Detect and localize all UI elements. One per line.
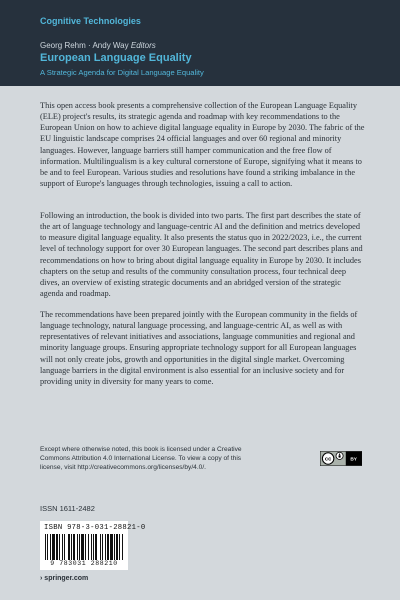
publisher-url: springer.com: [44, 575, 89, 582]
cover-header: [0, 0, 400, 86]
license-notice: Except where otherwise noted, this book is licensed under a Creative Commons Attribution 4.0 International License. To view a copy of this license, visit http://creativecommons.org/licenses/by/4.0/.: [40, 446, 242, 471]
isbn-barcode: [40, 521, 146, 570]
series-name: Cognitive Technologies: [40, 16, 141, 26]
isbn-text: ISBN 978-3-031-28821-0: [44, 524, 146, 532]
cc-by-license-icon: [320, 448, 362, 469]
issn: ISSN 1611-2482: [40, 504, 95, 513]
chevron-right-icon: ›: [40, 575, 43, 582]
editors-role: Editors: [130, 41, 156, 50]
blurb-paragraph-1: This open access book presents a comprehensive collection of the European Language Equality (ELE) project's results, its strategic agenda and roadmap with key recommendations to the European Union on how to achieve digital language equality in Europe by 2030. The fabric of the EU linguistic landscape comprises 24 official languages and over 60 regional and minority languages. However, language barriers still hamper communication and the free flow of information. Multilingualism is a key cultural cornerstone of Europe, signifying what it means to be and to feel European. Various studies and resolutions have found a striking imbalance in the support of Europe's languages through technologies, issuing a call to action.: [40, 101, 365, 189]
editor-names: Georg Rehm · Andy Way: [40, 41, 131, 50]
cc-badge-left-text: cc: [324, 456, 332, 463]
book-subtitle: A Strategic Agenda for Digital Language Equality: [40, 68, 204, 77]
blurb-paragraph-2: Following an introduction, the book is divided into two parts. The first part describes the state of the art of language technology and language-centric AI and the definition and metrics developed to measure digital language equality. It also presents the status quo in 2022/2023, i.e., the current level of technology support for over 30 European languages. The second part describes plans and recommendations on how to bring about digital language equality in Europe by 2030. It includes chapters on the setup and results of the community consultation process, four technical deep dives, an overview of existing strategic documents and an abridged version of the strategic agenda and roadmap.: [40, 211, 363, 299]
cc-badge-right-text: BY: [350, 457, 357, 463]
editors-line: [40, 41, 156, 50]
barcode-digits: 9 783031 288210: [50, 560, 118, 567]
book-title: European Language Equality: [40, 52, 192, 64]
publisher-link[interactable]: [40, 575, 88, 582]
barcode-bars: [45, 534, 123, 560]
blurb-paragraph-3: The recommendations have been prepared jointly with the European community in the fields of language technology, natural language processing, and language-centric AI, as well as with representatives of relevant initiatives and associations, language communities and regional and minority language groups. Ensuring appropriate technology support for all European languages will not only create jobs, growth and opportunities in the digital single market. Overcoming language barriers in the digital environment is also essential for an inclusive society and for providing unity in diversity for many years to come.: [40, 310, 358, 386]
